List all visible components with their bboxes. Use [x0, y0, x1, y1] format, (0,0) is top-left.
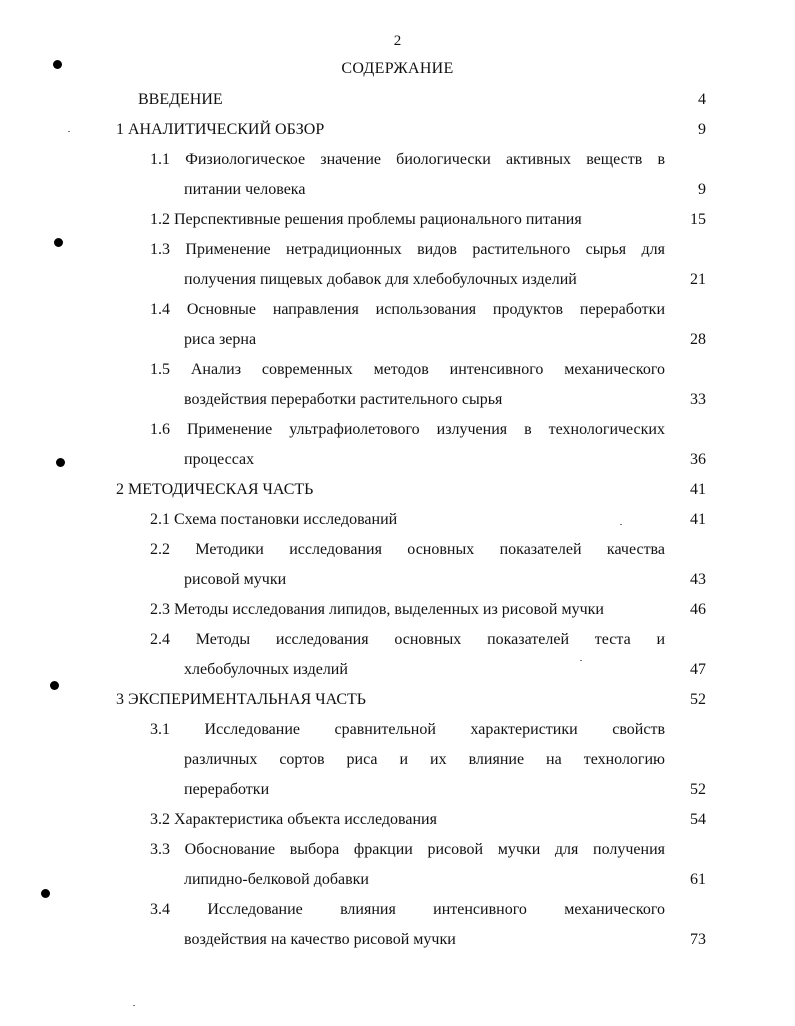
toc-2-1-page: 41 [690, 511, 706, 528]
toc-3-1-line3: переработки [184, 781, 270, 798]
toc-3-1-page: 52 [690, 781, 706, 798]
toc-3-1-line2: различных сортов риса и их влияние на технологию [184, 751, 665, 768]
toc-3-4-page: 73 [690, 931, 706, 948]
toc-1-6-line1: 1.6 Применение ультрафиолетового излучения в технологических [150, 421, 665, 438]
toc-intro: ВВЕДЕНИЕ [138, 91, 223, 108]
toc-2-4-line1: 2.4 Методы исследования основных показателей теста и [150, 631, 665, 648]
toc-section-2: 2 МЕТОДИЧЕСКАЯ ЧАСТЬ [116, 481, 314, 498]
toc-1-3-page: 21 [690, 271, 706, 288]
toc-2-4-page: 47 [690, 661, 706, 678]
toc-1-1-line2: питании человека [184, 181, 306, 198]
toc-1-5-line1: 1.5 Анализ современных методов интенсивного механического [150, 361, 665, 378]
toc-1-1-page: 9 [698, 181, 706, 198]
toc-2-3: 2.3 Методы исследования липидов, выделенных из рисовой мучки [150, 601, 604, 618]
toc-3-3-line2: липидно-белковой добавки [184, 871, 369, 888]
toc-1-4-page: 28 [690, 331, 706, 348]
toc-2-2-line1: 2.2 Методики исследования основных показателей качества [150, 541, 665, 558]
toc-2-2-line2: рисовой мучки [184, 571, 287, 588]
toc-3-3-line1: 3.3 Обоснование выбора фракции рисовой мучки для получения [150, 841, 665, 858]
toc-1-4-line2: риса зерна [184, 331, 257, 348]
page-title: СОДЕРЖАНИЕ [341, 60, 454, 77]
binder-hole-dot [56, 458, 65, 467]
toc-3-4-line2: воздействия на качество рисовой мучки [184, 931, 456, 948]
toc-1-6-line2: процессах [184, 451, 255, 468]
toc-section-1: 1 АНАЛИТИЧЕСКИЙ ОБЗОР [116, 121, 325, 138]
binder-hole-dot [41, 889, 50, 898]
toc-section-2-page: 41 [690, 481, 706, 498]
scan-speck [133, 1005, 135, 1006]
toc-1-1-line1: 1.1 Физиологическое значение биологически активных веществ в [150, 151, 665, 168]
toc-2-1: 2.1 Схема постановки исследований [150, 511, 398, 528]
toc-3-2: 3.2 Характеристика объекта исследования [150, 811, 437, 828]
binder-hole-dot [50, 681, 59, 690]
toc-intro-page: 4 [698, 91, 706, 108]
toc-1-6-page: 36 [690, 451, 706, 468]
scan-speck [68, 131, 70, 132]
toc-3-3-page: 61 [690, 871, 706, 888]
toc-1-5-page: 33 [690, 391, 706, 408]
toc-1-4-line1: 1.4 Основные направления использования продуктов переработки [150, 301, 665, 318]
binder-hole-dot [53, 60, 62, 69]
toc-1-2: 1.2 Перспективные решения проблемы рационального питания [150, 211, 582, 228]
page-number: 2 [393, 33, 402, 49]
toc-3-2-page: 54 [690, 811, 706, 828]
toc-1-3-line2: получения пищевых добавок для хлебобулочных изделий [184, 271, 577, 288]
toc-1-2-page: 15 [690, 211, 706, 228]
toc-2-2-page: 43 [690, 571, 706, 588]
binder-hole-dot [54, 238, 63, 247]
scan-speck [580, 660, 582, 661]
scan-speck [620, 524, 622, 525]
toc-2-4-line2: хлебобулочных изделий [184, 661, 348, 678]
toc-1-3-line1: 1.3 Применение нетрадиционных видов растительного сырья для [150, 241, 665, 258]
toc-section-1-page: 9 [698, 121, 706, 138]
toc-2-3-page: 46 [690, 601, 706, 618]
toc-3-4-line1: 3.4 Исследование влияния интенсивного механического [150, 901, 665, 918]
toc-section-3: 3 ЭКСПЕРИМЕНТАЛЬНАЯ ЧАСТЬ [116, 691, 366, 708]
toc-1-5-line2: воздействия переработки растительного сырья [184, 391, 503, 408]
toc-3-1-line1: 3.1 Исследование сравнительной характеристики свойств [150, 721, 665, 738]
toc-section-3-page: 52 [690, 691, 706, 708]
